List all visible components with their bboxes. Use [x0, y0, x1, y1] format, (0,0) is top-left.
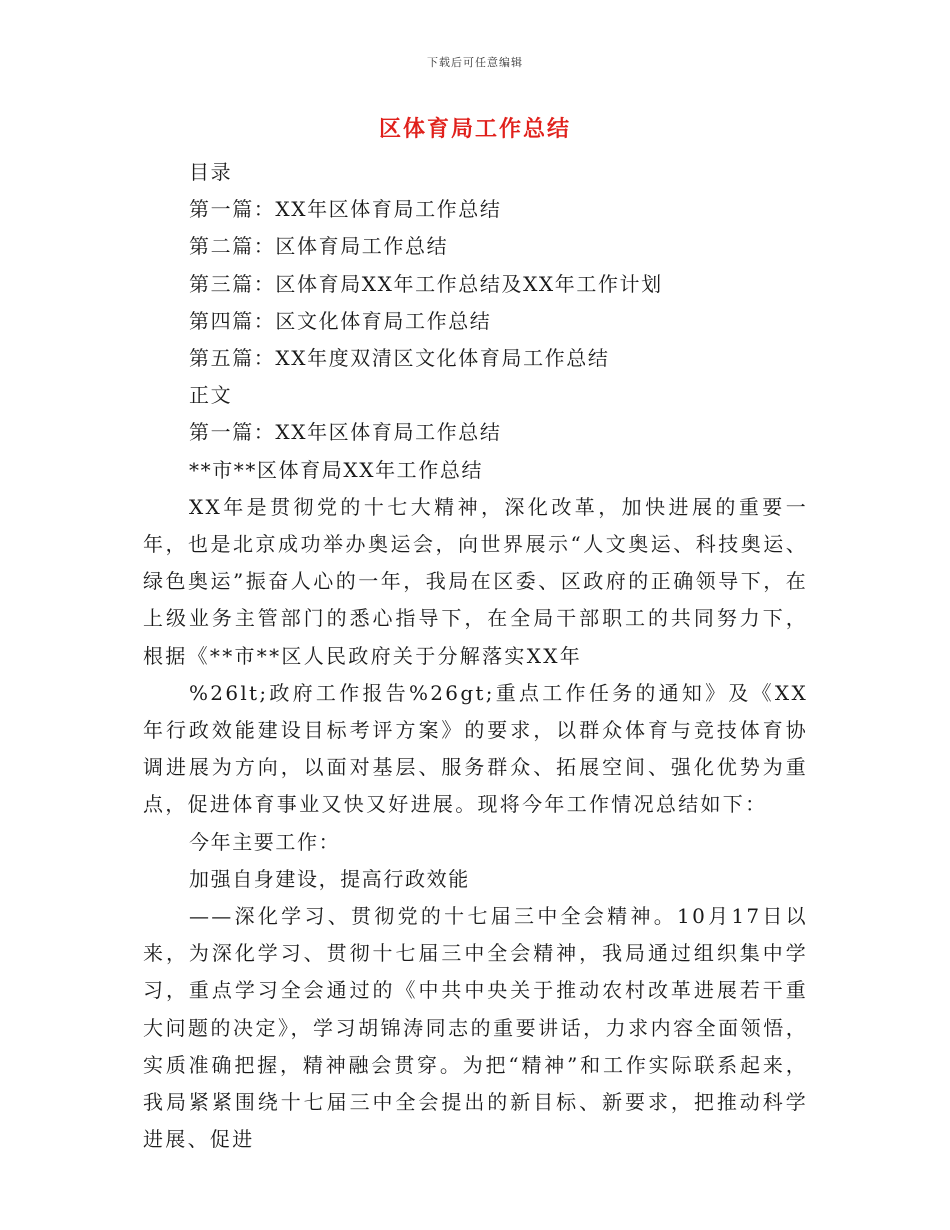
body-heading: 正文 [189, 383, 233, 408]
chapter-title: 第一篇：XX年区体育局工作总结 [189, 420, 502, 445]
toc-item-3: 第三篇：区体育局XX年工作总结及XX年工作计划 [189, 271, 663, 296]
paragraph-2: %26lt;政府工作报告%26gt;重点工作任务的通知》及《XX年行政效能建设目标考评方案》的要求，以群众体育与竞技体育协调进展为方向，以面对基层、服务群众、拓展空间、强化优势为重点，促进体育事业又快又好进展。现将今年工作情况总结如下： [143, 680, 808, 817]
toc-item-5: 第五篇：XX年度双清区文化体育局工作总结 [189, 346, 610, 371]
paragraph-1: XX年是贯彻党的十七大精神，深化改革，加快进展的重要一年，也是北京成功举办奥运会，向世界展示“人文奥运、科技奥运、绿色奥运”振奋人心的一年，我局在区委、区政府的正确领导下，在上级业务主管部门的悉心指导下，在全局干部职工的共同努力下，根据《**市**区人民政府关于分解落实XX年 [143, 494, 808, 668]
toc-heading: 目录 [189, 160, 233, 184]
paragraph-3: ——深化学习、贯彻党的十七届三中全会精神。10月17日以来，为深化学习、贯彻十七届三中全会精神，我局通过组织集中学习，重点学习全会通过的《中共中央关于推动农村改革进展若干重大问题的决定》，学习胡锦涛同志的重要讲话，力求内容全面领悟，实质准确把握，精神融会贯穿。为把“精神”和工作实际联系起来，我局紧紧围绕十七届三中全会提出的新目标、新要求，把推动科学进展、促进 [143, 904, 808, 1152]
document-title: 区体育局工作总结 [378, 116, 571, 142]
toc-item-2: 第二篇：区体育局工作总结 [189, 234, 449, 259]
section-heading: 今年主要工作： [189, 829, 341, 854]
toc-item-1: 第一篇：XX年区体育局工作总结 [189, 197, 502, 222]
toc-item-4: 第四篇：区文化体育局工作总结 [189, 308, 492, 333]
report-title: **市**区体育局XX年工作总结 [189, 457, 484, 482]
header-note: 下载后可任意编辑 [427, 56, 523, 69]
document-body [143, 154, 808, 1158]
subsection-heading: 加强自身建设，提高行政效能 [189, 866, 470, 891]
